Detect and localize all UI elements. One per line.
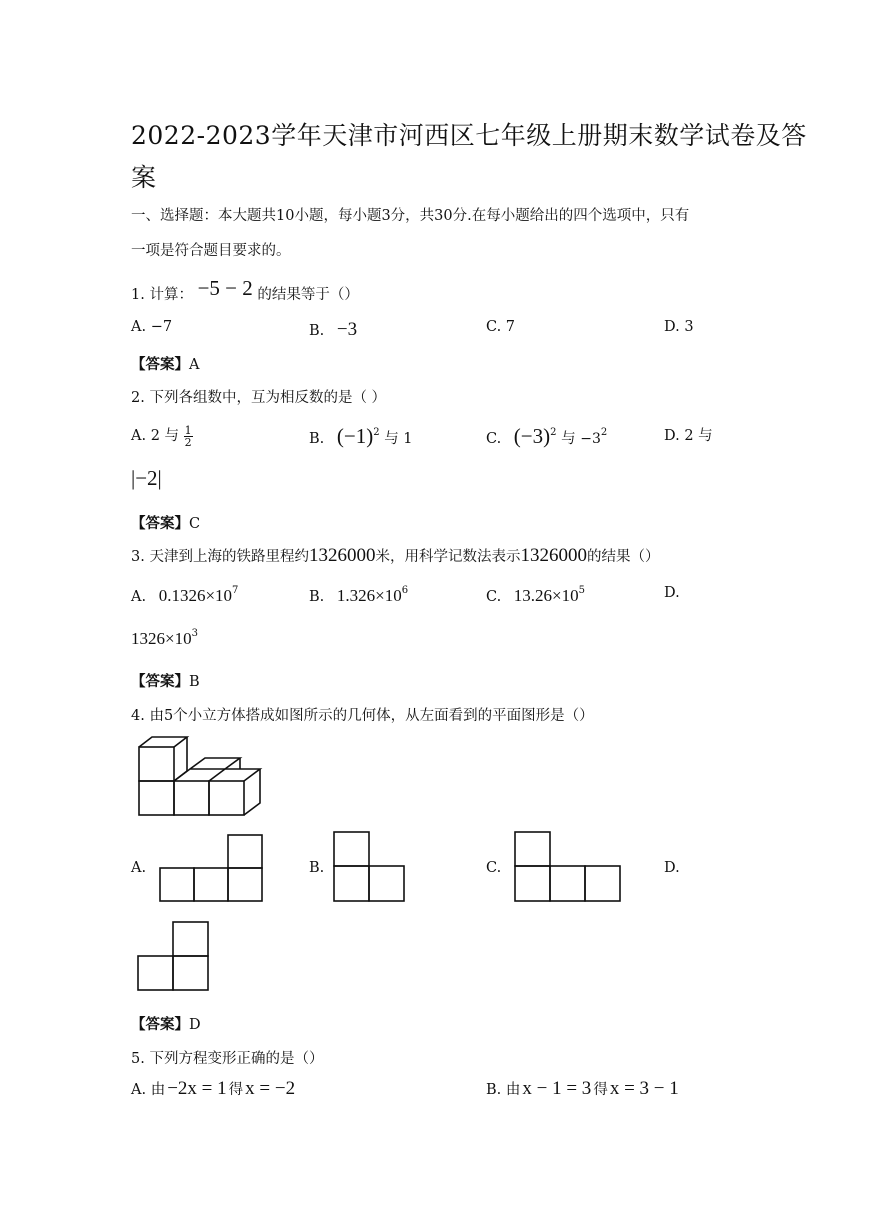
q5-option-b-eq1: x − 1 = 3: [522, 1078, 592, 1099]
q1-option-a: A. −7: [131, 319, 173, 335]
question-4-stem: 4. 由5个小立方体搭成如图所示的几何体，从左面看到的平面图形是（）: [131, 708, 594, 724]
answer-value: C: [189, 516, 201, 532]
exponent: 7: [232, 585, 239, 596]
exponent: 2: [600, 427, 608, 438]
q3-stem-part-b: 米，用科学记数法表示: [375, 549, 521, 565]
q3-option-a-label: A.: [131, 589, 147, 605]
answer-tag: 【答案】: [131, 515, 189, 532]
exponent: 6: [401, 585, 409, 596]
q4-option-d-label: D.: [664, 860, 680, 876]
exponent: 2: [373, 427, 380, 438]
q2-option-c-expr: (−3): [513, 424, 551, 448]
exponent: 2: [550, 427, 557, 438]
q4-option-a-label: A.: [131, 860, 147, 876]
q5-option-a-eq2: x = −2: [245, 1078, 296, 1099]
exponent: 5: [578, 585, 586, 596]
exponent: 3: [191, 628, 198, 639]
q4-option-b-figure: [334, 832, 404, 901]
q5-option-a: [131, 1078, 295, 1100]
q4-option-c-label: C.: [486, 860, 502, 876]
q4-answer: [131, 1013, 201, 1034]
q2-option-d-value: |−2|: [131, 466, 162, 490]
q3-option-b-label: B.: [309, 589, 325, 605]
section-header-cont: 一项是符合题目要求的。: [131, 243, 291, 259]
q4-option-d-figure: [138, 922, 208, 990]
q3-number-1: 1326000: [308, 545, 376, 566]
q4-option-a-figure: [160, 835, 262, 901]
q5-option-b-label: B. 由: [486, 1082, 521, 1098]
q3-option-a-value: 0.1326×10: [158, 586, 233, 605]
q5-option-a-label: A. 由: [131, 1082, 166, 1098]
q3-stem-part-a: 3. 天津到上海的铁路里程约: [131, 549, 309, 565]
q3-stem-part-c: 的结果（）: [586, 549, 660, 565]
q2-option-c-tail: 与: [561, 431, 576, 447]
question-1-prefix: 1. 计算：: [131, 287, 193, 303]
section-header: 一、选择题：本大题共10小题，每小题3分，共30分.在每小题给出的四个选项中，只有: [131, 208, 690, 224]
question-1-expression: −5 − 2: [197, 276, 253, 300]
q3-option-d-value: 1326×10: [131, 629, 192, 648]
q3-option-d-label: D.: [664, 585, 680, 601]
document-title-line1: 2022-2023学年天津市河西区七年级上册期末数学试卷及答: [131, 121, 807, 150]
q1-option-b-value: −3: [336, 319, 358, 340]
answer-tag: 【答案】: [131, 1016, 189, 1033]
fraction-numerator: 1: [184, 423, 192, 437]
q3-option-c-label: C.: [486, 589, 502, 605]
q5-option-b-eq2: x = 3 − 1: [609, 1078, 679, 1099]
answer-value: A: [189, 357, 200, 373]
q4-option-c-figure: [515, 832, 620, 901]
q3-option-b-value: 1.326×10: [336, 586, 402, 605]
question-5-stem: 5. 下列方程变形正确的是（）: [131, 1051, 324, 1067]
answer-value: B: [189, 674, 200, 690]
q3-option-c-value: 13.26×10: [513, 586, 579, 605]
answer-value: D: [189, 1017, 201, 1033]
answer-tag: 【答案】: [131, 673, 189, 690]
q5-option-b-mid: 得: [593, 1082, 608, 1098]
q2-option-c-label: C.: [486, 431, 502, 447]
question-1-suffix: 的结果等于（）: [257, 287, 359, 303]
question-2-stem: 2. 下列各组数中，互为相反数的是（ ）: [131, 390, 387, 406]
q2-option-c-expr2: −3: [580, 431, 601, 447]
q1-option-c: C. 7: [486, 319, 516, 335]
answer-tag: 【答案】: [131, 356, 189, 373]
q5-option-a-eq1: −2x = 1: [167, 1078, 227, 1099]
q2-option-b-label: B.: [309, 431, 325, 447]
q3-number-2: 1326000: [520, 545, 587, 566]
q1-option-d: D. 3: [664, 319, 694, 335]
fraction-denominator: 2: [184, 435, 192, 449]
q2-option-b-expr: (−1): [336, 424, 374, 448]
q5-option-b: [486, 1078, 679, 1100]
document-title-line2: 案: [131, 163, 157, 192]
q2-option-b-tail: 与 1: [384, 431, 413, 447]
q2-option-a-label: A. 2 与: [131, 428, 180, 444]
q1-option-b-label: B.: [309, 323, 325, 339]
q2-option-d: D. 2 与: [664, 428, 713, 444]
q4-option-b-label: B.: [309, 860, 325, 876]
q5-option-a-mid: 得: [228, 1082, 244, 1098]
